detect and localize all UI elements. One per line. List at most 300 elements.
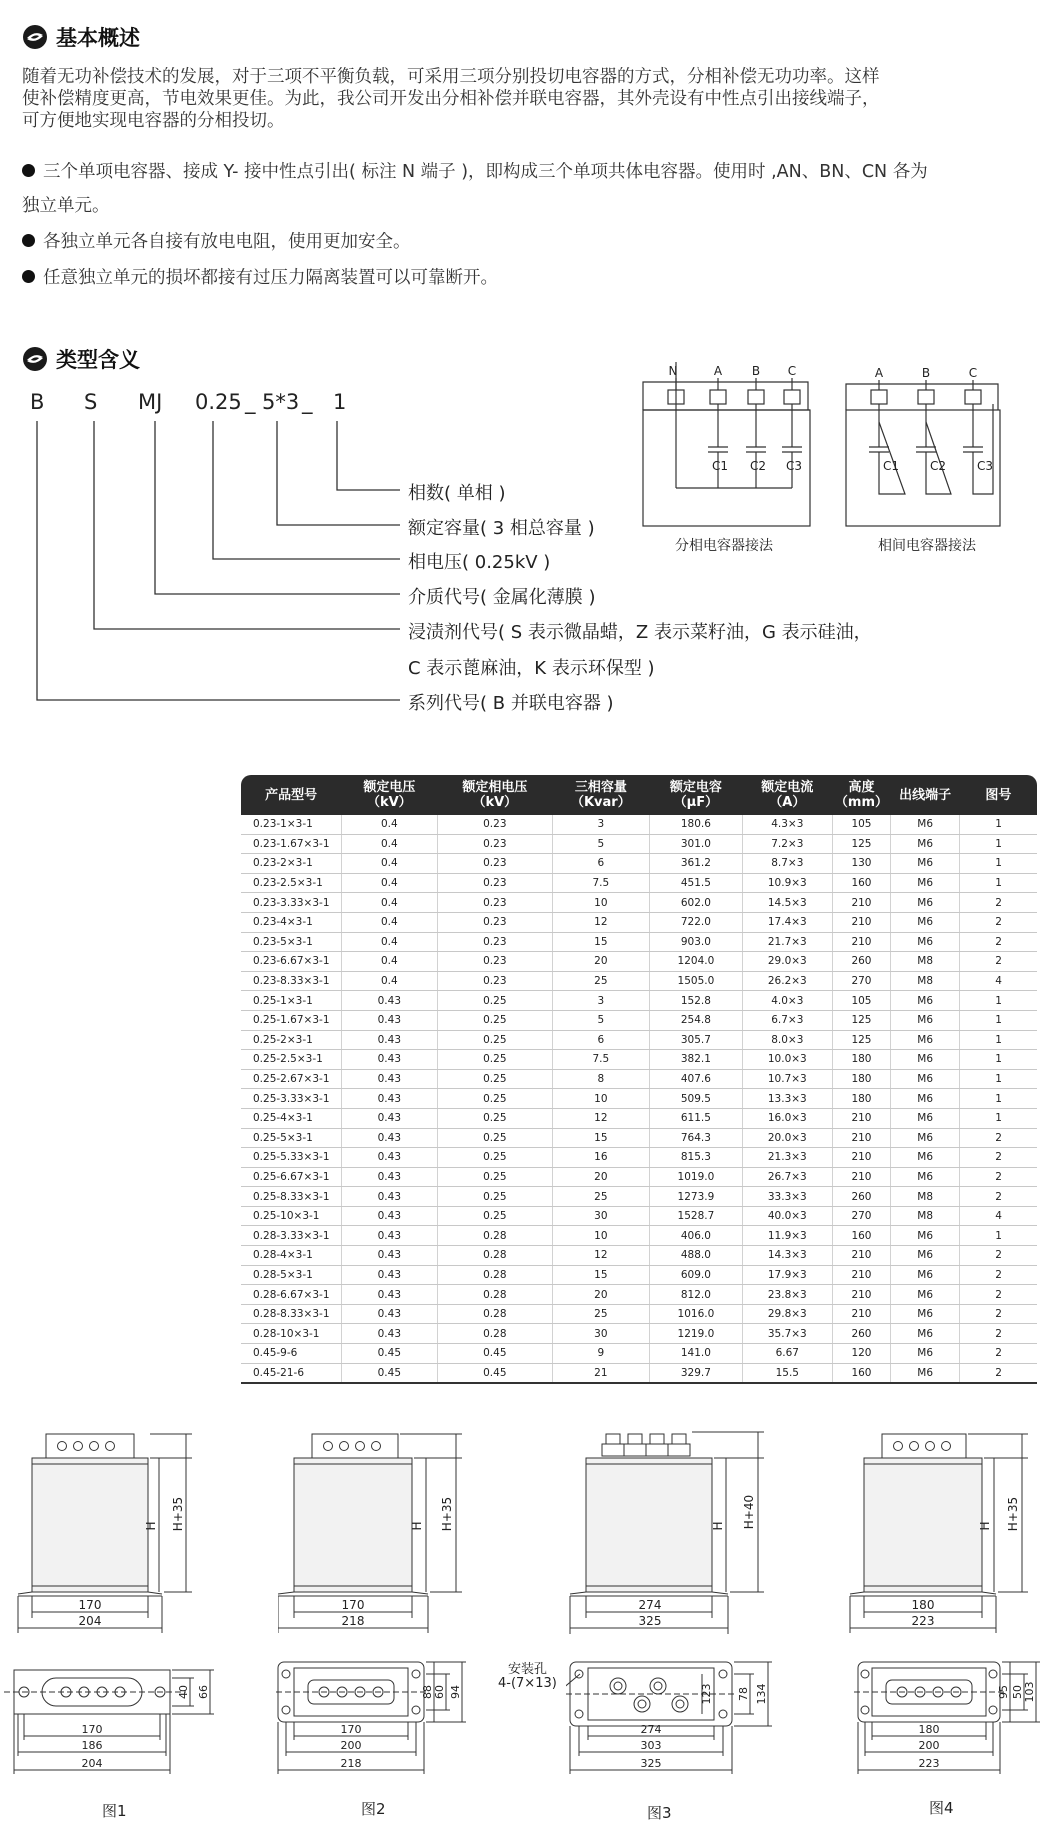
table-cell: 260 [832,1324,890,1344]
table-cell: 1 [960,1050,1037,1070]
code-part-separator: _ [302,390,313,414]
table-cell: 0.25 [437,1206,552,1226]
table-row [241,1148,1037,1168]
dimension-label: 180 [911,1598,935,1612]
table-cell: 0.43 [341,1187,437,1207]
capacitor-label: C2 [930,459,947,473]
table-cell: 10 [552,1226,649,1246]
table-cell: 29.8×3 [742,1304,832,1324]
table-cell: 12 [552,1108,649,1128]
table-cell: 125 [832,1010,890,1030]
table-cell: 20.0×3 [742,1128,832,1148]
table-cell: 270 [832,971,890,991]
table-row [241,1265,1037,1285]
table-cell: 210 [832,1167,890,1187]
table-cell: M6 [891,1128,960,1148]
bullet-item: 各独立单元各自接有放电电阻，使用更加安全。 [22,226,1022,258]
table-cell: 0.43 [341,1206,437,1226]
dimension-label: 200 [340,1739,362,1752]
figure-4-front-view [848,1428,1044,1638]
table-cell: M6 [891,912,960,932]
table-cell: M6 [891,1304,960,1324]
table-cell: 0.43 [341,1010,437,1030]
table-cell: 0.23 [437,952,552,972]
table-cell: 0.28 [437,1246,552,1266]
table-cell: 0.4 [341,932,437,952]
table-body [241,815,1037,1383]
table-cell: 0.43 [341,1265,437,1285]
diagram-caption: 分相电容器接法 [675,538,773,554]
dimension-label: 218 [340,1757,362,1770]
table-cell: 361.2 [649,854,742,874]
figure-caption: 图1 [102,1802,127,1820]
table-cell: 0.23 [437,893,552,913]
table-cell: M6 [891,854,960,874]
table-cell: 0.23-1.67×3-1 [241,834,341,854]
table-cell: 1 [960,1030,1037,1050]
table-cell: 26.7×3 [742,1167,832,1187]
table-cell: 180 [832,1089,890,1109]
table-cell: 2 [960,1265,1037,1285]
table-cell: M6 [891,1285,960,1305]
table-row [241,991,1037,1011]
table-cell: 130 [832,854,890,874]
table-cell: 2 [960,952,1037,972]
table-cell: 0.23-2×3-1 [241,854,341,874]
table-cell: 23.8×3 [742,1285,832,1305]
table-cell: 12 [552,1246,649,1266]
table-cell: M6 [891,834,960,854]
dimension-label: H+40 [742,1494,756,1530]
bullet-continuation: 独立单元。 [22,196,110,216]
table-cell: 25 [552,1187,649,1207]
meaning-impregnant: 浸渍剂代号( S 表示微晶蜡，Z 表示菜籽油，G 表示硅油， [408,622,872,643]
table-row [241,1304,1037,1324]
table-cell: 15 [552,1265,649,1285]
table-cell: 210 [832,1128,890,1148]
table-cell: 10.7×3 [742,1069,832,1089]
table-cell: 15 [552,932,649,952]
table-cell: 0.25-5×3-1 [241,1128,341,1148]
capacitor-label: C2 [750,459,767,473]
table-cell: 1273.9 [649,1187,742,1207]
table-cell: 0.45 [437,1363,552,1383]
table-cell: 0.4 [341,815,437,834]
table-cell: 180.6 [649,815,742,834]
figure-3-top-view [566,1660,780,1780]
table-cell: 210 [832,1304,890,1324]
table-cell: 1 [960,854,1037,874]
table-cell: 0.4 [341,854,437,874]
table-cell: 0.23-4×3-1 [241,912,341,932]
table-cell: 12 [552,912,649,932]
table-cell: 5 [552,834,649,854]
dimension-label: H [711,1521,725,1531]
table-cell: 21 [552,1363,649,1383]
table-cell: 35.7×3 [742,1324,832,1344]
table-cell: 40.0×3 [742,1206,832,1226]
table-cell: 0.23 [437,854,552,874]
dimension-label: H+35 [171,1496,185,1532]
code-part-series: B [30,390,45,414]
table-cell: 0.43 [341,1167,437,1187]
table-cell: 0.28-3.33×3-1 [241,1226,341,1246]
table-cell: 0.28 [437,1324,552,1344]
table-cell: 406.0 [649,1226,742,1246]
table-cell: M6 [891,1089,960,1109]
table-cell: 0.23 [437,834,552,854]
table-row [241,834,1037,854]
table-cell: 260 [832,1187,890,1207]
capacitor-label: C3 [977,459,994,473]
table-cell: 1019.0 [649,1167,742,1187]
table-cell: 4.0×3 [742,991,832,1011]
table-cell: 125 [832,1030,890,1050]
table-cell: 2 [960,1285,1037,1305]
table-cell: 0.23-6.67×3-1 [241,952,341,972]
table-cell: 0.23-8.33×3-1 [241,971,341,991]
table-cell: 488.0 [649,1246,742,1266]
table-cell: 33.3×3 [742,1187,832,1207]
table-cell: 0.43 [341,1246,437,1266]
dimension-label: 274 [640,1723,662,1736]
table-cell: 0.4 [341,952,437,972]
table-cell: M6 [891,1265,960,1285]
table-cell: 0.45 [341,1344,437,1364]
dimension-label: 170 [340,1723,362,1736]
intro-line: 可方便地实现电容器的分相投切。 [22,111,285,131]
table-cell: 4 [960,971,1037,991]
table-cell: M6 [891,1108,960,1128]
table-row [241,1285,1037,1305]
table-header-cell: 额定相电压 （kV） [437,775,552,815]
table-cell: 105 [832,991,890,1011]
table-cell: 329.7 [649,1363,742,1383]
split-phase-wiring-diagram [640,362,815,537]
capacitor-label: C1 [712,459,729,473]
table-cell: 0.25-2.5×3-1 [241,1050,341,1070]
table-cell: M6 [891,1030,960,1050]
table-cell: M6 [891,1069,960,1089]
table-cell: 0.23 [437,815,552,834]
table-cell: 0.45 [341,1363,437,1383]
figure-caption: 图3 [647,1804,672,1822]
section-title: 基本概述 [56,26,140,50]
meaning-series: 系列代号( B 并联电容器 ) [408,693,614,714]
table-cell: 20 [552,952,649,972]
table-cell: 0.23 [437,971,552,991]
table-cell: 210 [832,1265,890,1285]
table-cell: 2 [960,912,1037,932]
table-cell: 160 [832,1226,890,1246]
table-cell: 120 [832,1344,890,1364]
table-cell: 160 [832,1363,890,1383]
bullet-item: 三个单项电容器、接成 Y- 接中性点引出( 标注 N 端子 )，即构成三个单项共体电容器。使用时 ,AN、BN、CN 各为 [22,156,1022,188]
table-cell: 210 [832,1108,890,1128]
table-cell: 1016.0 [649,1304,742,1324]
table-cell: 17.4×3 [742,912,832,932]
table-cell: 160 [832,873,890,893]
table-cell: 0.25 [437,1010,552,1030]
section-heading-type-meaning [22,344,140,374]
table-cell: 1505.0 [649,971,742,991]
table-cell: 10 [552,893,649,913]
dimension-label: 170 [81,1723,103,1736]
table-cell: 1 [960,1226,1037,1246]
table-row [241,1324,1037,1344]
table-cell: 4 [960,1206,1037,1226]
table-cell: 0.28 [437,1285,552,1305]
table-cell: 0.25-6.67×3-1 [241,1167,341,1187]
figure-3-front-view [566,1420,776,1638]
table-cell: 0.43 [341,991,437,1011]
table-cell: 0.43 [341,1304,437,1324]
dimension-label: 123 [700,1683,713,1705]
dimension-label: 50 [1011,1685,1024,1699]
figure-1-top-view [4,1660,224,1780]
table-cell: 2 [960,1167,1037,1187]
table-cell: 10.0×3 [742,1050,832,1070]
dimension-label: 66 [197,1685,210,1699]
table-cell: 1 [960,873,1037,893]
table-cell: 14.5×3 [742,893,832,913]
table-cell: 0.28-10×3-1 [241,1324,341,1344]
section-title: 类型含义 [56,348,140,372]
table-cell: 3 [552,815,649,834]
dimension-label: 134 [755,1683,768,1705]
dimension-label: 325 [640,1757,662,1770]
table-cell: 210 [832,1246,890,1266]
table-cell: 8.0×3 [742,1030,832,1050]
meaning-dielectric: 介质代号( 金属化薄膜 ) [408,587,596,608]
table-cell: 2 [960,1148,1037,1168]
table-header-cell: 高度 （mm） [832,775,890,815]
table-cell: 0.43 [341,1030,437,1050]
code-part-impregnant: S [84,390,98,414]
table-cell: M6 [891,815,960,834]
intro-line: 使补偿精度更高，节电效果更佳。为此，我公司开发出分相补偿并联电容器，其外壳设有中性点引出接线端子， [22,89,880,109]
dimension-label: 303 [640,1739,662,1752]
code-leader-lines [0,415,420,715]
table-cell: 105 [832,815,890,834]
table-cell: 29.0×3 [742,952,832,972]
table-row [241,1069,1037,1089]
terminal-label: B [921,366,931,380]
terminal-label: C [968,366,978,380]
table-cell: 152.8 [649,991,742,1011]
table-cell: 4.3×3 [742,815,832,834]
terminal-label: B [751,364,761,378]
table-cell: 25 [552,1304,649,1324]
table-cell: 0.25 [437,1050,552,1070]
table-cell: 815.3 [649,1148,742,1168]
bullet-icon [22,270,35,283]
spec-table [241,775,1037,1384]
table-row [241,1206,1037,1226]
capacitor-label: C1 [883,459,900,473]
table-cell: M8 [891,1206,960,1226]
table-cell: 20 [552,1285,649,1305]
meaning-capacity: 额定容量( 3 相总容量 ) [408,518,595,539]
table-cell: 2 [960,1187,1037,1207]
table-row [241,932,1037,952]
table-cell: M6 [891,1167,960,1187]
mounting-hole-label: 安装孔 [508,1662,548,1677]
table-cell: M6 [891,873,960,893]
table-cell: 0.43 [341,1148,437,1168]
table-cell: 1 [960,834,1037,854]
table-cell: 7.5 [552,873,649,893]
table-header-cell: 额定电容 （μF） [649,775,742,815]
table-cell: 254.8 [649,1010,742,1030]
table-row [241,1128,1037,1148]
table-cell: 260 [832,952,890,972]
table-cell: 5 [552,1010,649,1030]
table-cell: 0.23-2.5×3-1 [241,873,341,893]
table-row [241,873,1037,893]
table-cell: 6.7×3 [742,1010,832,1030]
code-part-dielectric: MJ [138,390,163,414]
table-cell: 602.0 [649,893,742,913]
table-row [241,854,1037,874]
table-cell: 0.25 [437,1167,552,1187]
table-cell: 0.43 [341,1226,437,1246]
table-cell: 30 [552,1206,649,1226]
bullet-item: 任意独立单元的损坏都接有过压力隔离装置可以可靠断开。 [22,262,1022,294]
mounting-hole-spec: 4-(7×13) [498,1676,557,1691]
table-cell: 210 [832,1285,890,1305]
dimension-label: H [978,1521,992,1531]
table-cell: 0.43 [341,1050,437,1070]
dimension-label: 78 [737,1687,750,1701]
brand-logo-icon [22,346,48,372]
table-cell: 0.45-9-6 [241,1344,341,1364]
table-cell: 7.2×3 [742,834,832,854]
table-cell: 1204.0 [649,952,742,972]
table-cell: 0.25-3.33×3-1 [241,1089,341,1109]
table-row [241,1167,1037,1187]
table-cell: M6 [891,1324,960,1344]
table-cell: 0.25 [437,1187,552,1207]
code-part-capacity: 5*3 [262,390,300,414]
table-cell: M6 [891,1050,960,1070]
table-header-cell: 产品型号 [241,775,341,815]
table-cell: 9 [552,1344,649,1364]
dimension-label: H+35 [440,1496,454,1532]
table-cell: 0.23-3.33×3-1 [241,893,341,913]
table-cell: 20 [552,1167,649,1187]
table-cell: 21.3×3 [742,1148,832,1168]
table-cell: 0.28-4×3-1 [241,1246,341,1266]
table-cell: 451.5 [649,873,742,893]
table-cell: 0.25 [437,1069,552,1089]
table-cell: 0.28-8.33×3-1 [241,1304,341,1324]
table-cell: M6 [891,1010,960,1030]
table-cell: 15 [552,1128,649,1148]
section-heading-overview [22,22,140,52]
dimension-label: 325 [638,1614,662,1628]
table-cell: 0.45-21-6 [241,1363,341,1383]
table-row [241,971,1037,991]
table-cell: 14.3×3 [742,1246,832,1266]
meaning-phase: 相数( 单相 ) [408,483,506,504]
table-cell: 210 [832,932,890,952]
table-row [241,1344,1037,1364]
table-cell: 2 [960,1246,1037,1266]
table-cell: 6 [552,854,649,874]
table-cell: 1 [960,1089,1037,1109]
table-cell: 1 [960,1108,1037,1128]
table-cell: 6 [552,1030,649,1050]
figure-2-front-view [278,1428,478,1638]
table-cell: 0.23-5×3-1 [241,932,341,952]
table-cell: 2 [960,932,1037,952]
table-cell: 3 [552,991,649,1011]
table-cell: 2 [960,1344,1037,1364]
table-cell: M6 [891,1344,960,1364]
dimension-label: 200 [918,1739,940,1752]
table-cell: M6 [891,932,960,952]
table-cell: 1 [960,1069,1037,1089]
table-cell: 0.25-2.67×3-1 [241,1069,341,1089]
table-cell: 0.25 [437,991,552,1011]
dimension-label: 60 [433,1685,446,1699]
table-cell: 0.45 [437,1344,552,1364]
table-cell: 0.28 [437,1304,552,1324]
dimension-label: H [144,1521,158,1531]
table-cell: 0.4 [341,873,437,893]
table-cell: 1528.7 [649,1206,742,1226]
table-cell: 0.23-1×3-1 [241,815,341,834]
table-cell: 210 [832,912,890,932]
table-row [241,1187,1037,1207]
table-cell: 0.28-5×3-1 [241,1265,341,1285]
table-cell: 0.28 [437,1226,552,1246]
table-cell: 0.23 [437,932,552,952]
bullet-icon [22,234,35,247]
table-cell: 21.7×3 [742,932,832,952]
table-cell: 210 [832,893,890,913]
table-cell: 0.43 [341,1108,437,1128]
table-cell: 0.4 [341,834,437,854]
table-cell: 25 [552,971,649,991]
dimension-label: 204 [81,1757,103,1770]
table-cell: 509.5 [649,1089,742,1109]
dimension-label: 170 [341,1598,365,1612]
table-cell: 2 [960,1324,1037,1344]
dimension-label: H+35 [1006,1496,1020,1532]
table-cell: 141.0 [649,1344,742,1364]
table-row [241,1363,1037,1383]
table-cell: 11.9×3 [742,1226,832,1246]
table-cell: 1219.0 [649,1324,742,1344]
table-cell: 17.9×3 [742,1265,832,1285]
table-cell: 270 [832,1206,890,1226]
table-cell: 812.0 [649,1285,742,1305]
table-cell: 2 [960,1128,1037,1148]
code-part-voltage: 0.25 [195,390,242,414]
table-cell: 10 [552,1089,649,1109]
table-cell: 2 [960,1304,1037,1324]
dimension-label: 95 [997,1685,1010,1699]
table-cell: M6 [891,1246,960,1266]
dimension-label: 274 [638,1598,662,1612]
table-cell: 722.0 [649,912,742,932]
table-cell: 6.67 [742,1344,832,1364]
table-cell: 26.2×3 [742,971,832,991]
terminal-label: A [874,366,884,380]
dimension-label: 180 [918,1723,940,1736]
